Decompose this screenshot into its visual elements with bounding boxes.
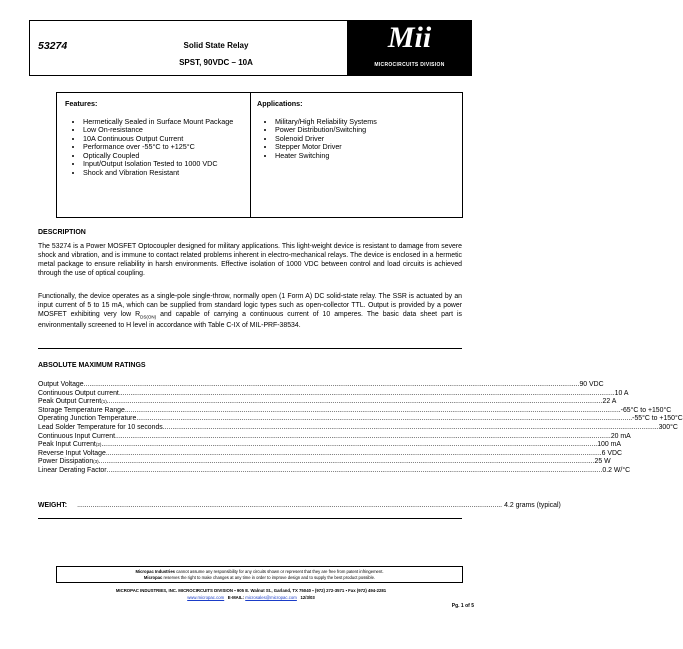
para2-part-b: and capable of carrying a continuous current of 10 amperes. The basic data sheet part is environmentally screened to H level in accordance with Table C-IX of MIL-PRF-38534. [38,311,462,330]
rating-value: -55°C to +150°C [632,415,683,423]
application-item: • Solenoid Driver [275,135,457,144]
rating-footnote-ref: (2) [95,442,102,448]
section-divider [38,518,462,519]
part-number: 53274 [38,40,68,52]
applications-heading: Applications: [257,99,303,108]
feature-item: • Hermetically Sealed in Surface Mount Package [83,118,245,127]
rating-leader [107,466,603,475]
rating-footnote-ref: (3) [93,459,99,465]
rating-label: Output Voltage [38,381,84,388]
email-link[interactable]: microsales@micropac.com [245,595,297,600]
rating-value: 22 A [602,398,617,406]
rating-label: Power Dissipation [38,458,94,466]
rating-label: Lead Solder Temperature for 10 seconds [38,424,163,431]
company-address: MICROPAC INDUSTRIES, INC. MICROCIRCUITS DIVISION ▪ 905 E. Walnut St., Garland, TX 75040 ▪ (972) 272-3571 ▪ Fax (972) 494-2281 [115,588,387,593]
logo-text: Mii [387,21,432,54]
rating-label: Storage Temperature Range [38,406,125,414]
weight-row [38,502,561,509]
email-label: E-MAIL: [227,595,245,600]
features-box [56,92,463,218]
feature-item: • Low On-resistance [83,126,245,135]
contact-line [0,595,502,600]
company-logo [347,20,472,76]
disclaimer-box [56,566,463,583]
rating-label: Peak Output Current [38,398,102,406]
document-subtitle: SPST, 90VDC – 10A [179,58,253,67]
ratings-heading: ABSOLUTE MAXIMUM RATINGS [38,362,146,369]
rating-value: 10 A [614,389,629,397]
application-item: • Military/High Reliability Systems [275,118,457,127]
rating-label: Continuous Output current [38,389,119,397]
rating-row [38,466,631,475]
rds-subscript: DS(ON) [140,314,157,320]
website-link[interactable]: www.micropac.com [187,595,225,600]
header-box [29,20,472,76]
revision-date: 12/3/03 [300,595,315,600]
rating-value: 300°C [658,424,678,431]
rating-value: 90 VDC [579,381,604,388]
rating-label: Reverse Input Voltage [38,449,106,457]
application-item: • Stepper Motor Driver [275,143,457,152]
feature-item: • Shock and Vibration Resistant [83,169,245,178]
features-list [65,118,245,178]
disclaimer-company: Micropac [143,575,163,580]
rating-label: Peak Input Current [38,441,96,449]
description-paragraph-2 [38,292,462,330]
feature-item: • Optically Coupled [83,152,245,161]
application-item: • Heater Switching [275,152,457,161]
disclaimer-text: reserves the right to make changes at any time in order to improve design and to supply the best product possible. [162,575,376,580]
rating-value: 100 mA [597,441,621,449]
features-heading: Features: [65,99,98,108]
rating-value: 6 VDC [601,449,622,457]
description-paragraph-1: The 53274 is a Power MOSFET Optocoupler designed for military applications. This light-weight device is resistant to damage from severe shock and vibration, and is immune to contact related problems inherent in electro-mechanical relays. The device is enclosed in a hermetic metal package to ensure reliability in harsh environments. Effective isolation of 1000 VDC between control and load circuits is achieved through the use of optical coupling. [38,243,462,277]
rating-value: 20 mA [610,432,631,440]
page-number: Pg. 1 of 5 [451,603,474,609]
rating-label: Operating Junction Temperature [38,415,137,423]
disclaimer-text: cannot assume any responsibility for any circuits shown or represent that they are free from patent infringement. [175,569,384,574]
feature-item: • 10A Continuous Output Current [83,135,245,144]
rating-footnote-ref: (1) [101,399,107,405]
features-column [65,100,245,177]
weight-value: 4.2 grams (typical) [504,502,561,509]
rating-label: Continuous Input Current [38,432,115,440]
document-title: Solid State Relay [183,41,249,50]
application-item: • Power Distribution/Switching [275,126,457,135]
applications-column [257,100,457,160]
rating-label: Linear Derating Factor [38,467,107,474]
disclaimer-line-2 [57,575,462,581]
description-heading: DESCRIPTION [38,229,86,236]
division-name: MICROCIRCUITS DIVISION [374,62,445,68]
section-divider [38,348,462,349]
applications-list [257,118,457,161]
disclaimer-company: Micropac Industries [135,569,175,574]
rating-value: 25 W [594,458,611,466]
weight-label: WEIGHT: [38,502,68,509]
column-divider [250,93,251,217]
rating-value: 0.2 W/°C [602,467,631,474]
para2-part-a: Functionally, the device operates as a single-pole single-throw, normally open (1 Form A) DC solid-state relay. The SSR is actuated by an input current of 5 to 15 mA, which can be supplied from standard logic types such as open-collector TTL. Output is provided by a power MOSFET exhibiting very low R [38,293,462,318]
rating-value: -65°C to +150°C [620,406,672,414]
feature-item: • Performance over -55°C to +125°C [83,143,245,152]
weight-leader: .............................................................................................................................................................................................................................. [77,502,503,509]
feature-item: • Input/Output Isolation Tested to 1000 VDC [83,160,245,169]
